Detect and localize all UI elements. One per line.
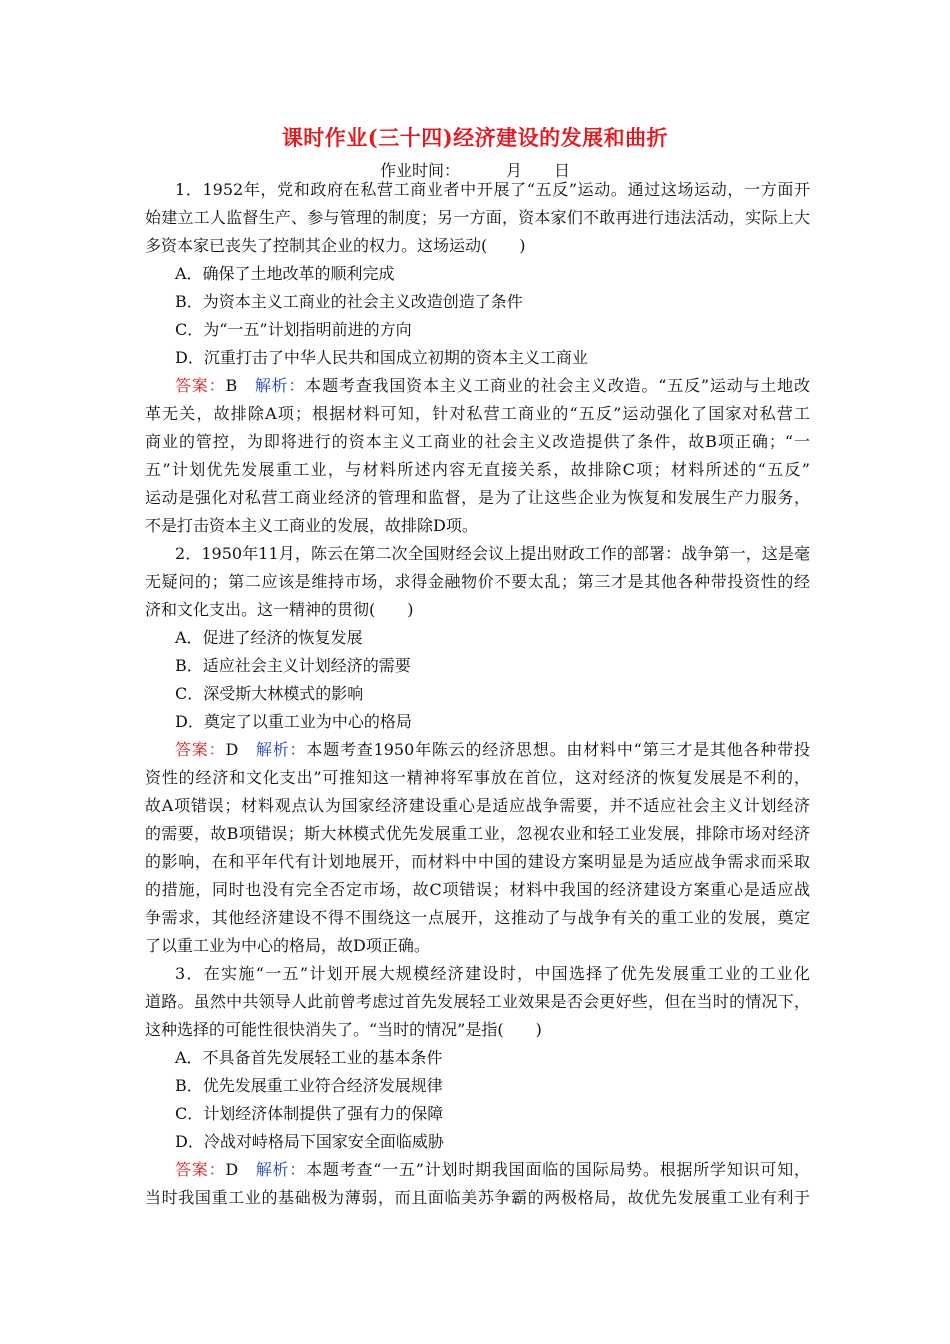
q1-stem-line: 始建立工人监督生产、参与管理的制度；另一方面，资本家们不敢再进行违法活动，实际上大 <box>145 208 810 227</box>
q3-answer-line <box>175 1160 810 1180</box>
day-label: 日 <box>554 161 571 180</box>
q3-stem-line: 这种选择的可能性很快消失了。“当时的情况”是指( ) <box>145 1020 542 1039</box>
q2-explain-line: 资性的经济和文化支出”可推知这一精神将军事放在首位，这对经济的恢复发展是不利的， <box>145 768 810 787</box>
q1-option-c: C．为“一五”计划指明前进的方向 <box>175 320 412 339</box>
q1-option-d: D．沉重打击了中华人民共和国成立初期的资本主义工商业 <box>175 348 588 367</box>
q1-answer-line <box>175 376 810 396</box>
q3-explain-first: 本题考查“一五”计划时期我国面临的国际局势。根据所学知识可知， <box>306 1160 810 1179</box>
q3-option-c: C．计划经济体制提供了强有力的保障 <box>175 1104 444 1123</box>
q3-option-d: D．冷战对峙格局下国家安全面临威胁 <box>175 1132 444 1151</box>
q1-stem-line: 多资本家已丧失了控制其企业的权力。这场运动( ) <box>145 236 526 255</box>
q1-option-b: B．为资本主义工商业的社会主义改造创造了条件 <box>175 292 523 311</box>
q2-explain-line: 了以重工业为中心的格局，故D项正确。 <box>145 936 430 955</box>
q1-explain-line: 不是打击资本主义工商业的发展，故排除D项。 <box>145 516 478 535</box>
q2-answer: D <box>225 740 239 759</box>
q1-explain-line: 商业的管控，为即将进行的资本主义工商业的社会主义改造提供了条件，故B项正确；“一 <box>145 432 810 451</box>
q2-explain-line: 的措施，同时也没有完全否定市场，故C项错误；材料中我国的经济建设方案重心是适应战 <box>145 880 810 899</box>
q1-option-a: A．确保了土地改革的顺利完成 <box>175 264 395 283</box>
month-label: 月 <box>505 161 522 180</box>
answer-label: 答案： <box>175 740 226 759</box>
q2-option-c: C．深受斯大林模式的影响 <box>175 684 364 703</box>
q2-explain-line: 的需要，故B项错误；斯大林模式优先发展重工业，忽视农业和轻工业发展，排除市场对经济 <box>145 824 810 843</box>
answer-label: 答案： <box>175 1160 226 1179</box>
q3-stem-line: 3．在实施“一五”计划开展大规模经济建设时，中国选择了优先发展重工业的工业化 <box>175 964 810 983</box>
q2-stem-line: 2．1950年11月，陈云在第二次全国财经会议上提出财政工作的部署：战争第一，这是毫 <box>175 544 810 563</box>
answer-label: 答案： <box>175 376 226 395</box>
q2-explain-line: 争需求，其他经济建设不得不围绕这一点展开，这推动了与战争有关的重工业的发展，奠定 <box>145 908 810 927</box>
homework-time-label: 作业时间： <box>379 161 460 180</box>
homework-time <box>0 158 950 181</box>
q1-explain-line: 运动是强化对私营工商业经济的管理和监督，是为了让这些企业为恢复和发展生产力服务， <box>145 488 810 507</box>
explain-label: 解析： <box>255 740 307 759</box>
q2-stem-line: 无疑问的；第二应该是维持市场，求得金融物价不要太乱；第三才是其他各种带投资性的经 <box>145 572 810 591</box>
q2-option-a: A．促进了经济的恢复发展 <box>175 628 363 647</box>
q2-option-d: D．奠定了以重工业为中心的格局 <box>175 712 412 731</box>
q2-stem-line: 济和文化支出。这一精神的贯彻( ) <box>145 600 414 619</box>
page-title: 课时作业(三十四)经济建设的发展和曲折 <box>281 125 669 150</box>
q2-option-b: B．适应社会主义计划经济的需要 <box>175 656 411 675</box>
explain-label: 解析： <box>254 376 306 395</box>
q1-explain-first: 本题考查我国资本主义工商业的社会主义改造。“五反”运动与土地改 <box>305 376 810 395</box>
q1-explain-line: 五”计划优先发展重工业，与材料所述内容无直接关系，故排除C项；材料所述的“五反” <box>145 460 810 479</box>
q2-explain-first: 本题考查1950年陈云的经济思想。由材料中“第三才是其他各种带投 <box>306 740 810 759</box>
q1-explain-line: 革无关，故排除A项；根据材料可知，针对私营工商业的“五反”运动强化了国家对私营工 <box>145 404 810 423</box>
q1-stem-line: 1．1952年，党和政府在私营工商业者中开展了“五反”运动。通过这场运动，一方面开 <box>175 180 810 199</box>
q2-explain-line: 的影响，在和平年代有计划地展开，而材料中中国的建设方案明显是为适应战争需求而采取 <box>145 852 810 871</box>
q3-option-b: B．优先发展重工业符合经济发展规律 <box>175 1076 443 1095</box>
q3-explain-line: 当时我国重工业的基础极为薄弱，而且面临美苏争霸的两极格局，故优先发展重工业有利于 <box>145 1188 810 1207</box>
q3-stem-line: 道路。虽然中共领导人此前曾考虑过首先发展轻工业效果是否会更好些，但在当时的情况下， <box>145 992 810 1011</box>
q2-answer-line <box>175 740 810 760</box>
explain-label: 解析： <box>255 1160 307 1179</box>
q3-answer: D <box>225 1160 239 1179</box>
q3-option-a: A．不具备首先发展轻工业的基本条件 <box>175 1048 443 1067</box>
q1-answer: B <box>225 376 238 395</box>
q2-explain-line: 故A项错误；材料观点认为国家经济建设重心是适应战争需要，并不适应社会主义计划经济 <box>145 796 810 815</box>
